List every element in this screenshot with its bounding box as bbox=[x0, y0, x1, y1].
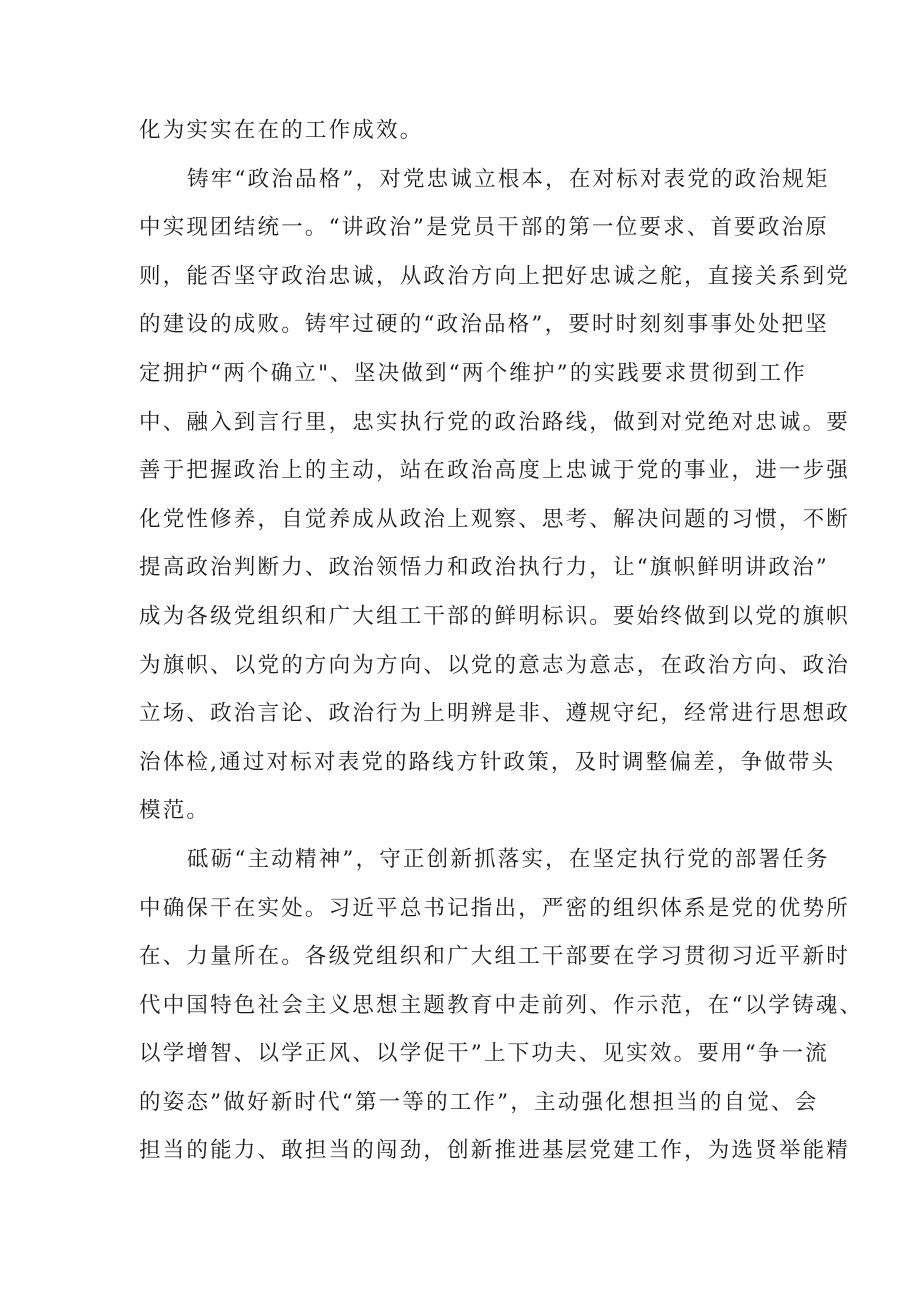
text-line: 定拥护“两个确立"、坚决做到“两个维护”的实践要求贯彻到工作 bbox=[139, 360, 807, 386]
text-line: 中、融入到言行里，忠实执行党的政治路线，做到对党绝对忠诚。要 bbox=[139, 409, 851, 435]
text-line: 中确保干在实处。习近平总书记指出，严密的组织体系是党的优势所 bbox=[139, 895, 851, 921]
text-line: 成为各级党组织和广大组工干部的鲜明标识。要始终做到以党的旗帜 bbox=[139, 603, 851, 629]
text-line: 则，能否坚守政治忠诚，从政治方向上把好忠诚之舵，直接关系到党 bbox=[139, 263, 851, 289]
text-line: 以学增智、以学正风、以学促干”上下功夫、见实效。要用“争一流 bbox=[139, 1041, 829, 1067]
text-line: 立场、政治言论、政治行为上明辨是非、遵规守纪，经常进行思想政 bbox=[139, 701, 851, 727]
text-line: 模范。 bbox=[139, 798, 211, 824]
body-text bbox=[139, 107, 864, 1176]
text-line: 担当的能力、敢担当的闯劲，创新推进基层党建工作，为选贤举能精 bbox=[139, 1138, 851, 1164]
text-line: 化为实实在在的工作成效。 bbox=[139, 118, 424, 143]
text-line: 善于把握政治上的主动，站在政治高度上忠诚于党的事业，进一步强 bbox=[139, 458, 851, 484]
paragraph-first-line: 铸牢“政治品格”，对党忠诚立根本，在对标对表党的政治规矩 bbox=[187, 166, 830, 192]
text-line: 提高政治判断力、政治领悟力和政治执行力，让“旗帜鲜明讲政治” bbox=[139, 555, 829, 581]
text-line: 为旗帜、以党的方向为方向、以党的意志为意志，在政治方向、政治 bbox=[139, 652, 851, 678]
text-line: 的姿态”做好新时代“第一等的工作”，主动强化想担当的自觉、会 bbox=[139, 1089, 819, 1115]
text-line: 代中国特色社会主义思想主题教育中走前列、作示范，在“以学铸魂、 bbox=[139, 992, 864, 1018]
text-line: 中实现团结统一。“讲政治”是党员干部的第一位要求、首要政治原 bbox=[139, 215, 829, 241]
paragraph-first-line: 砥砺“主动精神”，守正创新抓落实，在坚定执行党的部署任务 bbox=[187, 846, 830, 872]
text-line: 在、力量所在。各级党组织和广大组工干部要在学习贯彻习近平新时 bbox=[139, 944, 851, 970]
text-line: 化党性修养，自觉养成从政治上观察、思考、解决问题的习惯，不断 bbox=[139, 506, 851, 532]
text-line: 治体检,通过对标对表党的路线方针政策，及时调整偏差，争做带头 bbox=[139, 749, 836, 775]
text-line: 的建设的成败。铸牢过硬的“政治品格”，要时时刻刻事事处处把坚 bbox=[139, 312, 829, 338]
